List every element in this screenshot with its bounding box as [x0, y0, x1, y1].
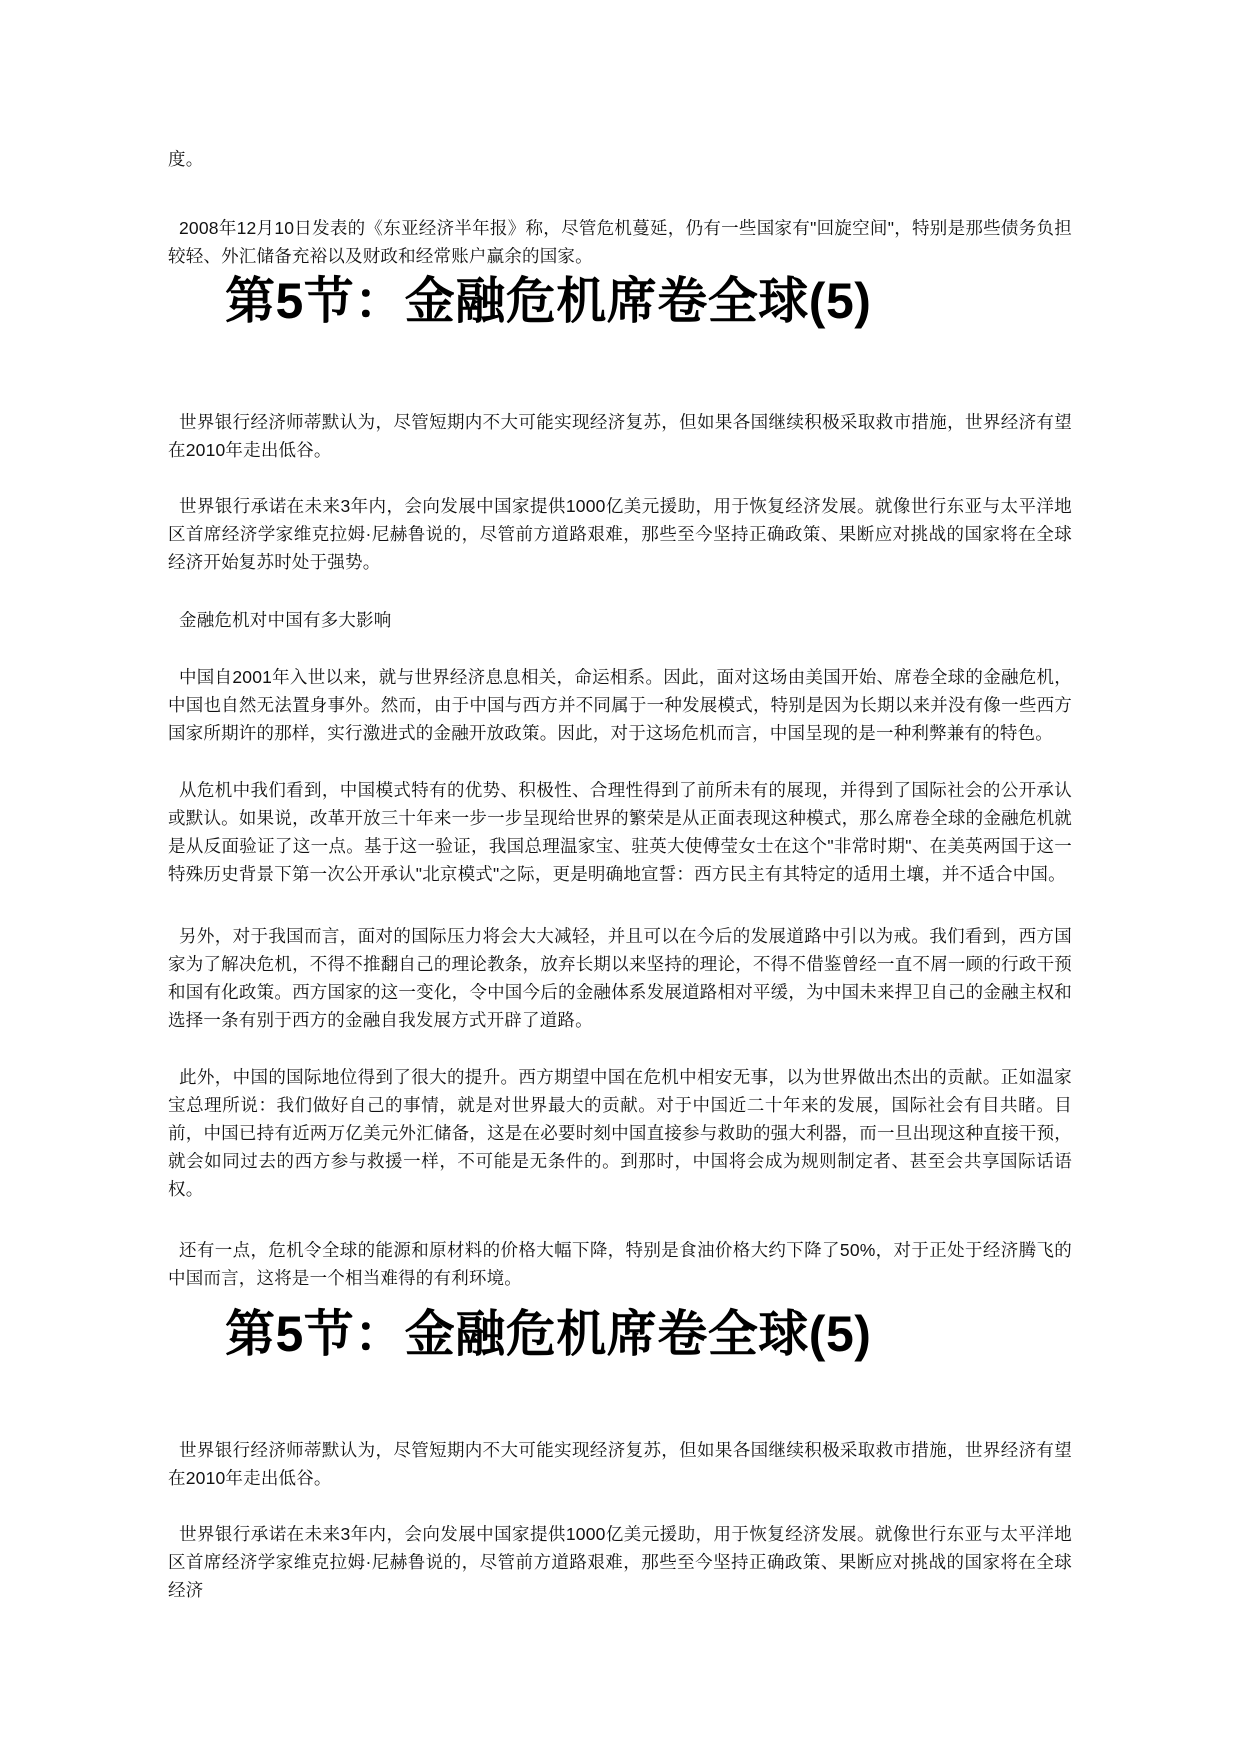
- paragraph: 从危机中我们看到，中国模式特有的优势、积极性、合理性得到了前所未有的展现，并得到了国际社会的公开承认或默认。如果说，改革开放三十年来一步一步呈现给世界的繁荣是从正面表现这种模式，那么席卷全球的金融危机就是从反面验证了这一点。基于这一验证，我国总理温家宝、驻英大使傅莹女士在这个"非常时期"、在美英两国于这一特殊历史背景下第一次公开承认"北京模式"之际，更是明确地宣誓：西方民主有其特定的适用土壤，并不适合中国。: [168, 780, 1072, 884]
- text-column: [168, 0, 1072, 1604]
- paragraph: 还有一点，危机令全球的能源和原材料的价格大幅下降，特别是食油价格大约下降了50%，对于正处于经济腾飞的中国而言，这将是一个相当难得的有利环境。: [168, 1240, 1072, 1288]
- paragraph: 中国自2001年入世以来，就与世界经济息息相关，命运相系。因此，面对这场由美国开始、席卷全球的金融危机，中国也自然无法置身事外。然而，由于中国与西方并不同属于一种发展模式，特别是因为长期以来并没有像一些西方国家所期许的那样，实行激进式的金融开放政策。因此，对于这场危机而言，中国呈现的是一种利弊兼有的特色。: [168, 667, 1072, 743]
- paragraph: 另外，对于我国而言，面对的国际压力将会大大减轻，并且可以在今后的发展道路中引以为戒。我们看到，西方国家为了解决危机，不得不推翻自己的理论教条，放弃长期以来坚持的理论，不得不借鉴曾经一直不屑一顾的行政干预和国有化政策。西方国家的这一变化，令中国今后的金融体系发展道路相对平缓，为中国未来捍卫自己的金融主权和选择一条有别于西方的金融自我发展方式开辟了道路。: [168, 926, 1072, 1030]
- carryover-line: 度。: [168, 149, 204, 169]
- chapter-heading-repeat: 第5节：金融危机席卷全球(5): [225, 1306, 872, 1362]
- paragraph-truncated: 世界银行承诺在未来3年内，会向发展中国家提供1000亿美元援助，用于恢复经济发展。就像世行东亚与太平洋地区首席经济学家维克拉姆·尼赫鲁说的，尽管前方道路艰难，那些至今坚持正确政策、果断应对挑战的国家将在全球经济: [168, 1524, 1072, 1600]
- paragraph: 2008年12月10日发表的《东亚经济半年报》称，尽管危机蔓延，仍有一些国家有"回旋空间"，特别是那些债务负担较轻、外汇储备充裕以及财政和经常账户赢余的国家。: [168, 218, 1072, 266]
- section-subheading: 金融危机对中国有多大影响: [179, 610, 392, 630]
- paragraph: 世界银行经济师蒂默认为，尽管短期内不大可能实现经济复苏，但如果各国继续积极采取救市措施，世界经济有望在2010年走出低谷。: [168, 412, 1072, 460]
- paragraph: 世界银行经济师蒂默认为，尽管短期内不大可能实现经济复苏，但如果各国继续积极采取救市措施，世界经济有望在2010年走出低谷。: [168, 1440, 1072, 1488]
- chapter-heading: 第5节：金融危机席卷全球(5): [225, 273, 872, 329]
- paragraph: 世界银行承诺在未来3年内，会向发展中国家提供1000亿美元援助，用于恢复经济发展。就像世行东亚与太平洋地区首席经济学家维克拉姆·尼赫鲁说的，尽管前方道路艰难，那些至今坚持正确政策、果断应对挑战的国家将在全球经济开始复苏时处于强势。: [168, 496, 1072, 572]
- paragraph: 此外，中国的国际地位得到了很大的提升。西方期望中国在危机中相安无事，以为世界做出杰出的贡献。正如温家宝总理所说：我们做好自己的事情，就是对世界最大的贡献。对于中国近二十年来的发展，国际社会有目共睹。目前，中国已持有近两万亿美元外汇储备，这是在必要时刻中国直接参与救助的强大利器，而一旦出现这种直接干预，就会如同过去的西方参与救援一样，不可能是无条件的。到那时，中国将会成为规则制定者、甚至会共享国际话语权。: [168, 1067, 1072, 1199]
